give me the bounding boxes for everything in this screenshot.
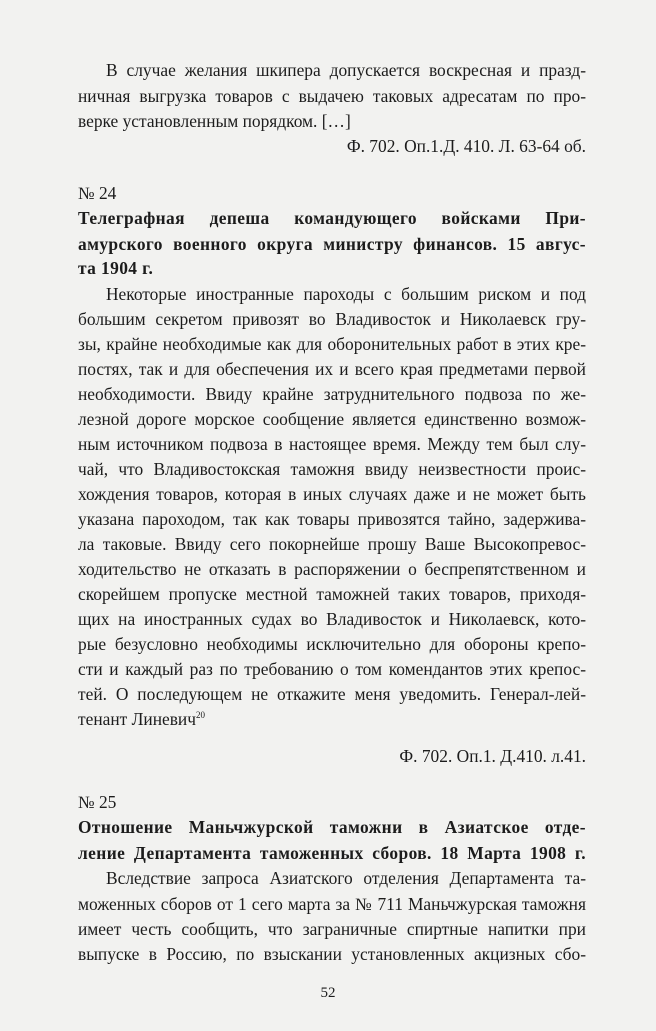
- text-line: рые безусловно необходимы исключительно для обороны крепо-: [78, 634, 586, 654]
- text-line: скорейшем пропуске местной таможней таких товаров, приходя-: [78, 584, 586, 604]
- document-title-line: Телеграфная депеша командующего войсками При-: [78, 208, 586, 228]
- document-title-line: та 1904 г.: [78, 258, 154, 278]
- text-line: хождения товаров, которая в иных случаях даже и не может быть: [78, 484, 586, 504]
- text-line: необходимости. Ввиду крайне затруднительного подвоза по же-: [78, 384, 586, 404]
- text-line: верке установленным порядком. […]: [78, 111, 351, 131]
- footnote-marker: 20: [196, 710, 205, 721]
- text-line: ла таковые. Ввиду сего покорнейше прошу Ваше Высокопревос-: [78, 534, 586, 554]
- text-line: ным источником подвоза в настоящее время. Между тем был слу-: [78, 434, 586, 454]
- text-line: В случае желания шкипера допускается воскресная и празд-: [106, 60, 586, 80]
- text-line: щих на иностранных судах во Владивосток и Николаевск, кото-: [78, 609, 586, 629]
- archive-reference: Ф. 702. Оп.1. Д.410. л.41.: [399, 746, 586, 766]
- text-line: ничная выгрузка товаров с выдачею таковых адресатам по про-: [78, 86, 586, 106]
- text-line: чай, что Владивостокская таможня ввиду неизвестности проис-: [78, 459, 586, 479]
- text-line: зы, крайне необходимые как для оборонительных работ в этих кре-: [78, 334, 586, 354]
- text-line: Вследствие запроса Азиатского отделения Департамента та-: [106, 868, 586, 888]
- text-line: лезной дороге морское сообщение является единственно возмож-: [78, 409, 586, 429]
- document-number: № 25: [78, 792, 117, 812]
- text-line: Некоторые иностранные пароходы с большим риском и под: [106, 284, 586, 304]
- text-line: ходительство не отказать в распоряжении о беспрепятственном и: [78, 559, 586, 579]
- archive-reference: Ф. 702. Оп.1.Д. 410. Л. 63-64 об.: [346, 136, 586, 156]
- document-title-line: амурского военного округа министру финансов. 15 авгус-: [78, 234, 586, 254]
- text-line: выпуске в Россию, по взыскании установленных акцизных сбо-: [78, 944, 586, 964]
- text-line: сти и каждый раз по требованию о том комендантов этих крепос-: [78, 659, 586, 679]
- text-line: указана пароходом, так как товары привозятся тайно, задержива-: [78, 509, 586, 529]
- text-line: имеет честь сообщить, что заграничные спиртные напитки при: [78, 919, 586, 939]
- text-line: постях, так и для обеспечения их и всего края предметами первой: [78, 359, 586, 379]
- document-title-line: Отношение Маньчжурской таможни в Азиатское отде-: [78, 817, 586, 837]
- page-number: 52: [320, 985, 336, 1001]
- text-line-content: тенант Линевич: [78, 709, 196, 729]
- text-line: моженных сборов от 1 сего марта за № 711 Маньчжурская таможня: [78, 894, 586, 914]
- document-number: № 24: [78, 183, 117, 203]
- text-line: тей. О последующем не откажите меня уведомить. Генерал-лей-: [78, 684, 586, 704]
- text-line: большим секретом привозят во Владивосток и Николаевск гру-: [78, 309, 586, 329]
- document-title-line: ление Департамента таможенных сборов. 18 Марта 1908 г.: [78, 843, 586, 863]
- text-line: [78, 707, 586, 731]
